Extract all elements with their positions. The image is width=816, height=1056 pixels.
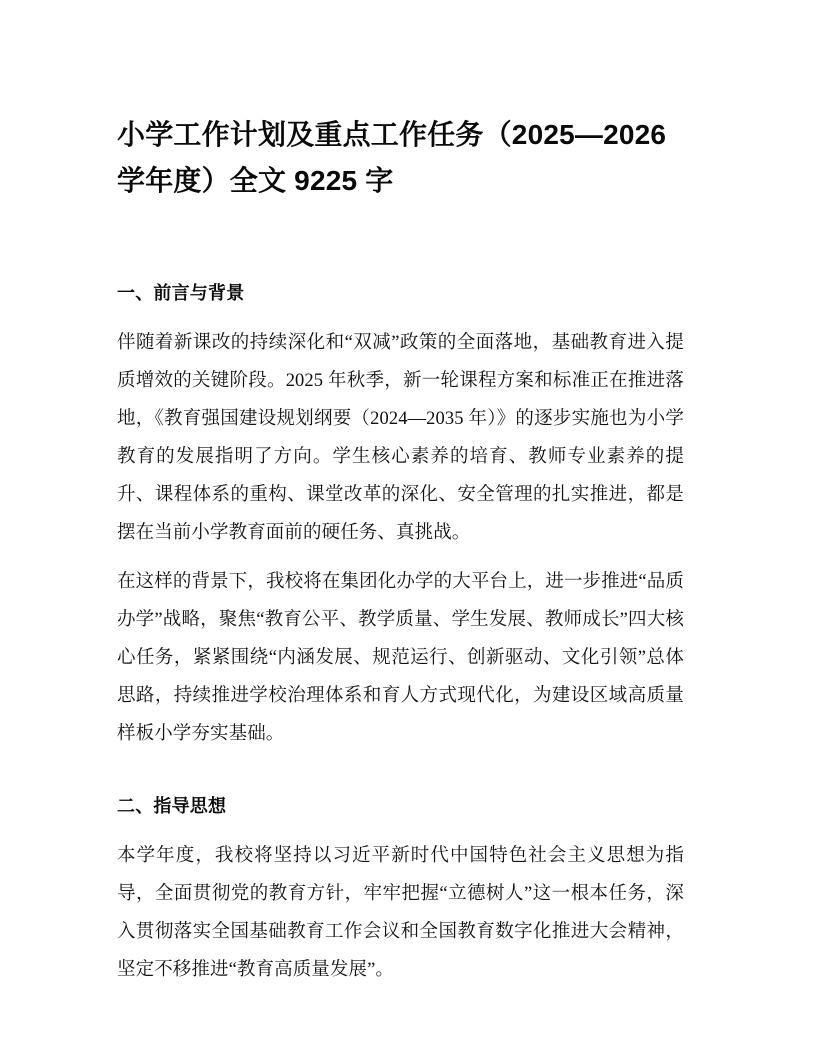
spacer [117, 753, 684, 791]
section-heading-2: 二、指导思想 [117, 796, 227, 816]
spacer [117, 308, 684, 324]
section-1-paragraph-2: 在这样的背景下，我校将在集团化办学的大平台上，进一步推进“品质办学”战略，聚焦“教育公平、教学质量、学生发展、教师成长”四大核心任务，紧紧围绕“内涵发展、规范运行、创新驱动、文化引领”总体思路，持续推进学校治理体系和育人方式现代化，为建设区域高质量样板小学夯实基础。 [117, 572, 684, 744]
page-title-line-1: 小学工作计划及重点工作任务（2025—2026 [117, 119, 667, 150]
page-title-line-2: 学年度）全文 9225 字 [117, 165, 394, 196]
spacer [117, 821, 684, 837]
section-1-paragraph-1: 伴随着新课改的持续深化和“双减”政策的全面落地，基础教育进入提质增效的关键阶段。2025 年秋季，新一轮课程方案和标准正在推进落地，《教育强国建设规划纲要（2024—2035 年）》的逐步实施也为小学教育的发展指明了方向。学生核心素养的培育、教师专业素养的提升、课程体系的重构、课堂改革的深化、安全管理的扎实推进，都是摆在当前小学教育面前的硬任务、真挑战。 [117, 333, 684, 543]
spacer [117, 552, 684, 563]
section-heading-1: 一、前言与背景 [117, 283, 245, 303]
section-2-paragraph-1: 本学年度，我校将坚持以习近平新时代中国特色社会主义思想为指导，全面贯彻党的教育方针，牢牢把握“立德树人”这一根本任务，深入贯彻落实全国基础教育工作会议和全国教育数字化推进大会精神，坚定不移推进“教育高质量发展”。 [117, 846, 684, 980]
spacer [117, 204, 684, 278]
document-content [117, 112, 684, 989]
page-title [117, 112, 684, 204]
